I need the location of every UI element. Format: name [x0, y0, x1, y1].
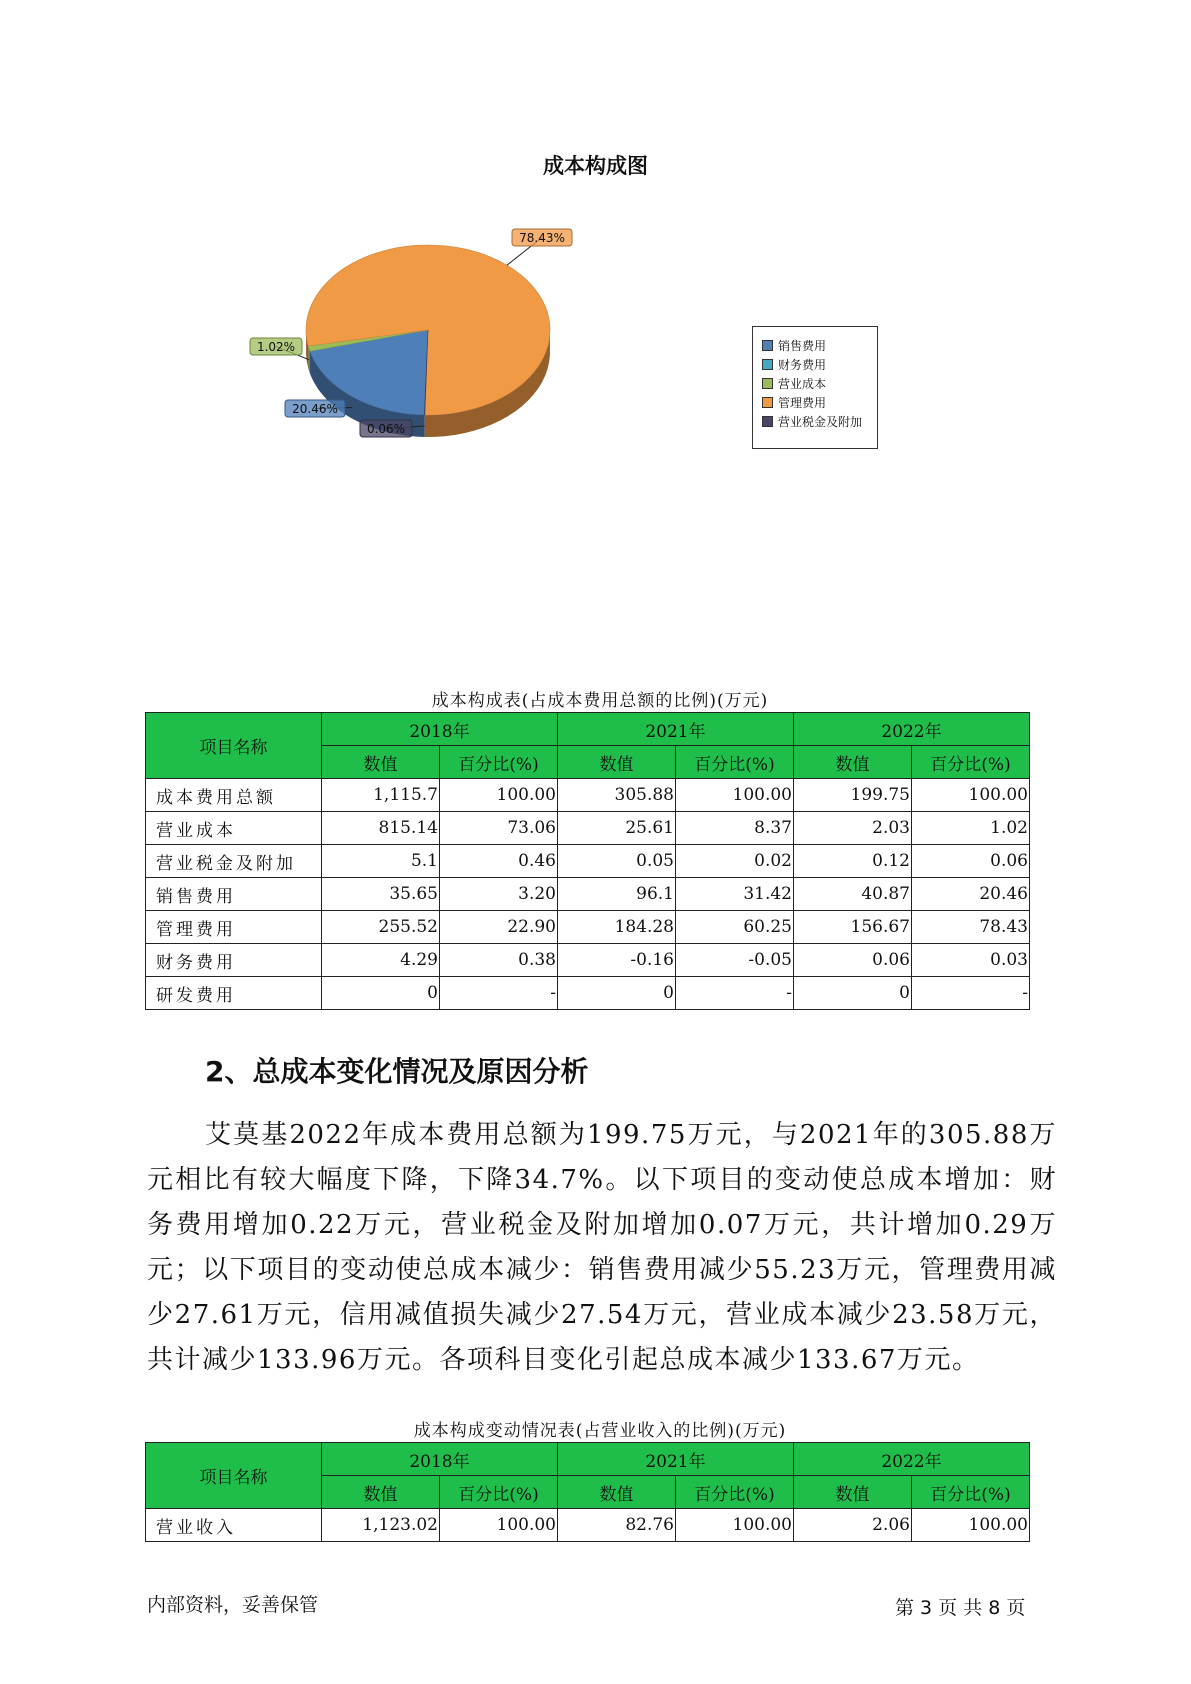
legend-swatch	[762, 397, 773, 408]
cost-structure-table	[145, 712, 1030, 1010]
header-year: 2018年	[322, 713, 558, 746]
cell-value: 0.02	[676, 845, 794, 878]
section-heading: 2、总成本变化情况及原因分析	[205, 1055, 589, 1088]
cell-value: 156.67	[794, 911, 912, 944]
table-row	[146, 878, 1030, 911]
cell-value: 4.29	[322, 944, 440, 977]
cell-value: 1,115.7	[322, 779, 440, 812]
subheader: 数值	[322, 746, 440, 779]
subheader: 数值	[558, 746, 676, 779]
cell-value: 78.43	[912, 911, 1030, 944]
legend-item	[753, 336, 877, 355]
subheader: 百分比(%)	[440, 746, 558, 779]
cell-value: 73.06	[440, 812, 558, 845]
cell-value: 199.75	[794, 779, 912, 812]
subheader: 百分比(%)	[912, 1476, 1030, 1509]
chart-title: 成本构成图	[543, 154, 648, 178]
legend-swatch	[762, 416, 773, 427]
cell-value: 35.65	[322, 878, 440, 911]
legend-swatch	[762, 359, 773, 370]
cell-value: 60.25	[676, 911, 794, 944]
subheader: 百分比(%)	[912, 746, 1030, 779]
pie-chart	[220, 220, 640, 480]
row-name: 成本费用总额	[146, 779, 322, 812]
cell-value: 305.88	[558, 779, 676, 812]
cell-value: 8.37	[676, 812, 794, 845]
legend-label: 营业税金及附加	[778, 415, 863, 429]
cell-value: -	[440, 977, 558, 1010]
subheader: 数值	[322, 1476, 440, 1509]
table1-caption: 成本构成表(占成本费用总额的比例)(万元)	[431, 691, 769, 711]
row-name: 销售费用	[146, 878, 322, 911]
pie-data-label: 1.02%	[256, 340, 296, 354]
row-name: 研发费用	[146, 977, 322, 1010]
cell-value: 0.05	[558, 845, 676, 878]
cell-value: 0.12	[794, 845, 912, 878]
table-row	[146, 911, 1030, 944]
cell-value: 31.42	[676, 878, 794, 911]
cell-value: 0.38	[440, 944, 558, 977]
header-item-name: 项目名称	[146, 1443, 322, 1509]
legend-item	[753, 412, 877, 431]
header-year: 2021年	[558, 1443, 794, 1476]
cell-value: 100.00	[440, 779, 558, 812]
pie-data-label: 78.43%	[519, 231, 565, 245]
subheader: 数值	[794, 746, 912, 779]
table-row	[146, 812, 1030, 845]
table-row	[146, 779, 1030, 812]
header-item-name: 项目名称	[146, 713, 322, 779]
subheader: 百分比(%)	[676, 1476, 794, 1509]
header-year: 2022年	[794, 713, 1030, 746]
analysis-paragraph: 艾莫基2022年成本费用总额为199.75万元，与2021年的305.88万元相比有较大幅度下降，下降34.7%。以下项目的变动使总成本增加：财务费用增加0.22万元，营业税金及附加增加0.07万元，共计增加0.29万元；以下项目的变动使总成本减少：销售费用减少55.23万元，管理费用减少27.61万元，信用减值损失减少27.54万元，营业成本减少23.58万元，共计减少133.96万元。各项科目变化引起总成本减少133.67万元。	[147, 1120, 1057, 1375]
cell-value: 100.00	[676, 779, 794, 812]
cell-value: -	[676, 977, 794, 1010]
cell-value: 184.28	[558, 911, 676, 944]
subheader: 数值	[794, 1476, 912, 1509]
cell-value: 0	[322, 977, 440, 1010]
cell-value: 0.06	[912, 845, 1030, 878]
header-year: 2022年	[794, 1443, 1030, 1476]
legend-label: 管理费用	[778, 396, 827, 410]
cell-value: 40.87	[794, 878, 912, 911]
header-year: 2018年	[322, 1443, 558, 1476]
footer-confidential: 内部资料，妥善保管	[147, 1594, 319, 1616]
cell-value: 0	[794, 977, 912, 1010]
legend-swatch	[762, 340, 773, 351]
table-row	[146, 944, 1030, 977]
cell-value: -0.16	[558, 944, 676, 977]
cell-value: 0.06	[794, 944, 912, 977]
cell-value: 0.03	[912, 944, 1030, 977]
cell-value: 20.46	[912, 878, 1030, 911]
pie-data-label: 0.06%	[366, 422, 406, 436]
table-row	[146, 977, 1030, 1010]
cell-value: 22.90	[440, 911, 558, 944]
row-name: 管理费用	[146, 911, 322, 944]
cell-value: 100.00	[912, 1509, 1030, 1542]
legend-swatch	[762, 378, 773, 389]
cell-value: 100.00	[440, 1509, 558, 1542]
legend-item	[753, 374, 877, 393]
table2-caption: 成本构成变动情况表(占营业收入的比例)(万元)	[413, 1421, 787, 1441]
cell-value: 96.1	[558, 878, 676, 911]
legend-label: 销售费用	[778, 339, 827, 353]
cell-value: 255.52	[322, 911, 440, 944]
cell-value: 0	[558, 977, 676, 1010]
cell-value: 2.06	[794, 1509, 912, 1542]
cell-value: 100.00	[912, 779, 1030, 812]
footer-page-number: 第 3 页 共 8 页	[895, 1597, 1026, 1619]
row-name: 财务费用	[146, 944, 322, 977]
cell-value: 25.61	[558, 812, 676, 845]
subheader: 百分比(%)	[440, 1476, 558, 1509]
legend-label: 营业成本	[778, 377, 827, 391]
row-name: 营业收入	[146, 1509, 322, 1542]
cell-value: 0.46	[440, 845, 558, 878]
cell-value: 82.76	[558, 1509, 676, 1542]
chart-legend	[752, 326, 878, 449]
row-name: 营业税金及附加	[146, 845, 322, 878]
cell-value: 100.00	[676, 1509, 794, 1542]
cell-value: 1,123.02	[322, 1509, 440, 1542]
header-year: 2021年	[558, 713, 794, 746]
cell-value: 5.1	[322, 845, 440, 878]
pie-data-label: 20.46%	[292, 402, 338, 416]
cost-change-table	[145, 1442, 1030, 1542]
cell-value: 2.03	[794, 812, 912, 845]
legend-item	[753, 355, 877, 374]
subheader: 百分比(%)	[676, 746, 794, 779]
table-row	[146, 845, 1030, 878]
subheader: 数值	[558, 1476, 676, 1509]
table-row	[146, 1509, 1030, 1542]
cell-value: -	[912, 977, 1030, 1010]
row-name: 营业成本	[146, 812, 322, 845]
cell-value: 815.14	[322, 812, 440, 845]
legend-label: 财务费用	[778, 358, 827, 372]
cell-value: 1.02	[912, 812, 1030, 845]
legend-item	[753, 393, 877, 412]
cell-value: -0.05	[676, 944, 794, 977]
cell-value: 3.20	[440, 878, 558, 911]
